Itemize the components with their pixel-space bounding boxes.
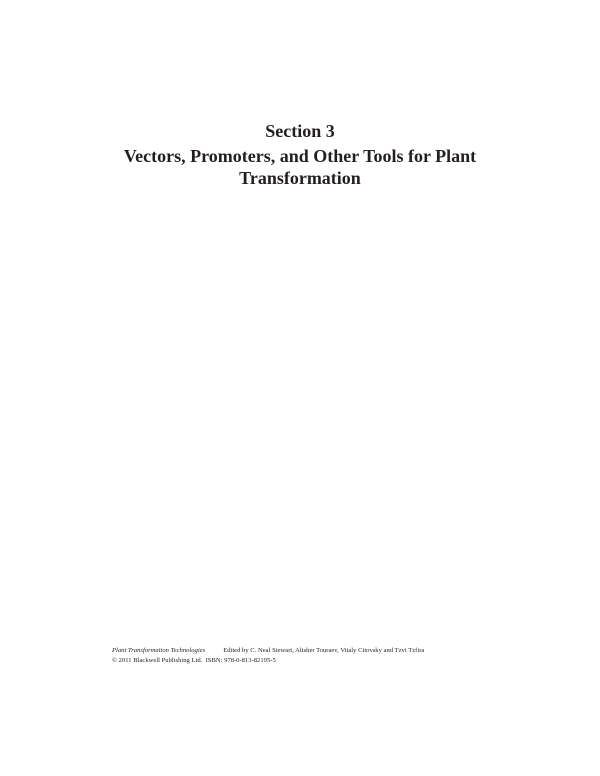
isbn-number: ISBN: 978-0-813-82195-5 xyxy=(205,657,276,664)
section-heading xyxy=(0,120,600,189)
footer-line-1 xyxy=(112,646,424,656)
section-title: Vectors, Promoters, and Other Tools for Plant Transformation xyxy=(123,146,477,188)
book-title: Plant Transformation Technologies xyxy=(112,647,206,654)
footer-line-2 xyxy=(112,656,424,666)
publication-footer xyxy=(112,646,424,666)
copyright-notice: © 2011 Blackwell Publishing Ltd. xyxy=(112,657,203,664)
editors-credit: Edited by C. Neal Stewart, Alisher Touraev, Vitaly Citovsky and Tzvi Tzfira xyxy=(223,647,425,654)
section-label: Section 3 xyxy=(265,121,335,141)
